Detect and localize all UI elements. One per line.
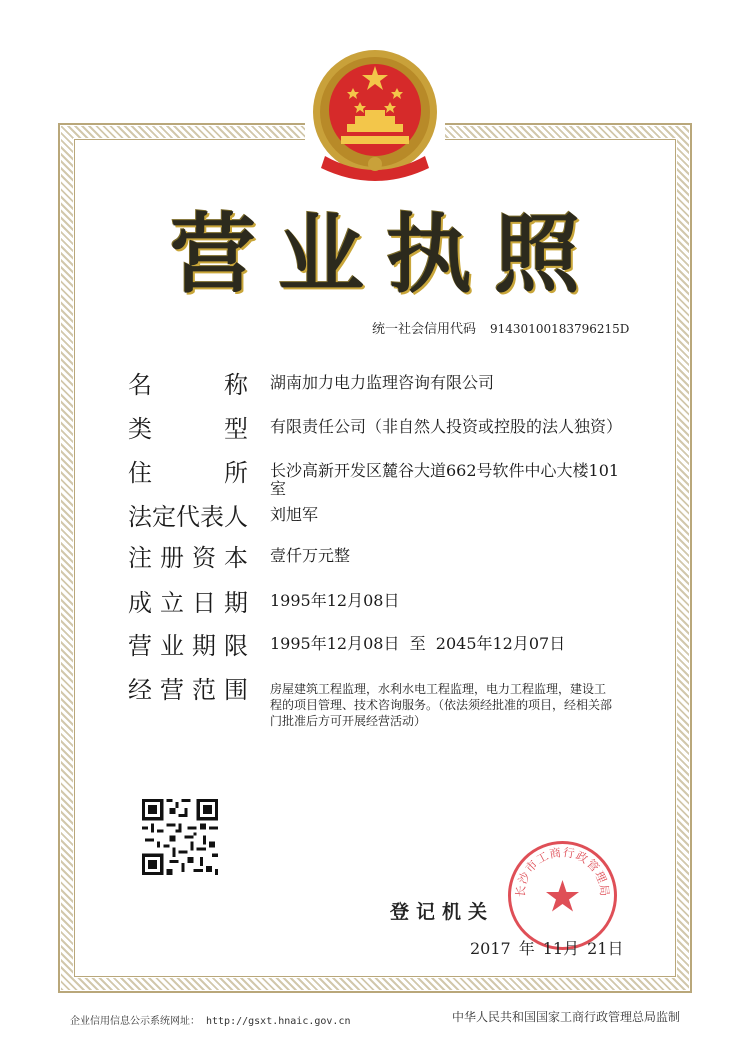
field-value: 1995年12月08日 [270,591,400,610]
field-value: 长沙高新开发区麓谷大道662号软件中心大楼101室 [270,461,620,498]
field-label: 类 型 [128,415,248,443]
title-char: 执 [386,205,472,305]
field-label: 注 册 资 本 [128,544,248,572]
field-value: 房屋建筑工程监理，水利水电工程监理，电力工程监理，建设工程的项目管理、技术咨询服务。（依法须经批准的项目，经相关部门批准后方可开展经营活动） [270,682,613,728]
field-label: 营 业 期 限 [128,632,248,660]
title-char: 营 [170,205,256,305]
document-title [170,205,580,305]
field-value: 刘旭军 [270,505,319,524]
field-label: 住 所 [128,459,248,487]
field-value: 1995年12月08日 至 2045年12月07日 [270,634,566,653]
credit-code-value: 91430100183796215D [490,322,630,336]
credit-code-label: 统一社会信用代码 [372,322,477,337]
issue-date: 2017 年 11月 21日 [470,939,624,958]
svg-text:长沙市工商行政管理局: 长沙市工商行政管理局 [513,845,612,898]
footer-website-label: 企业信用信息公示系统网址： [70,1016,200,1027]
title-char: 业 [278,205,364,305]
emblem-icon [305,44,445,189]
qr-code-icon [142,799,218,875]
field-label: 法 定 代 表 人 [128,503,248,531]
field-value: 壹仟万元整 [270,546,351,565]
field-value: 有限责任公司（非自然人投资或控股的法人独资） [270,417,623,436]
footer-website-url[interactable]: http://gsxt.hnaic.gov.cn [206,1016,351,1027]
registration-authority: 登记机关 [390,901,495,923]
credit-code-line [372,318,629,337]
footer-website [70,1012,351,1027]
field-label: 经 营 范 围 [128,676,248,704]
field-value: 湖南加力电力监理咨询有限公司 [270,373,495,392]
title-char: 照 [494,205,580,305]
footer-issuer: 中华人民共和国国家工商行政管理总局监制 [452,1010,681,1024]
field-label: 名 称 [128,371,248,399]
field-label: 成 立 日 期 [128,589,248,617]
national-emblem [305,44,445,189]
